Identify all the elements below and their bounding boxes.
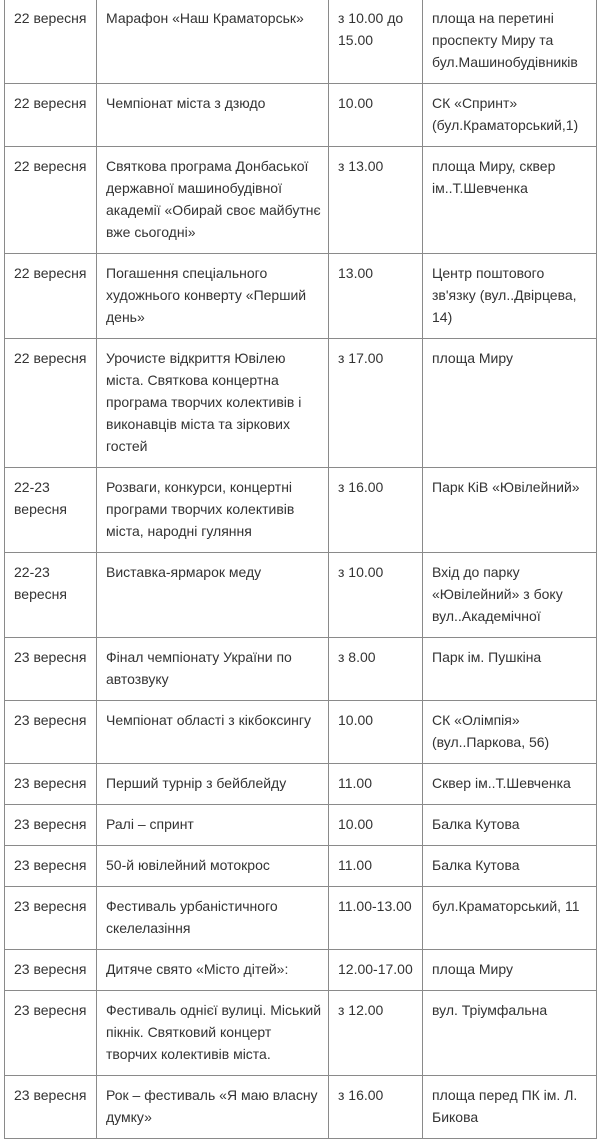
event-date: 23 вересня [5,991,97,1076]
event-place: Парк КіВ «Ювілейний» [423,468,597,553]
event-place: площа перед ПК ім. Л. Бикова [423,1076,597,1139]
event-time: з 16.00 [329,468,423,553]
event-place: СК «Олімпія» (вул..Паркова, 56) [423,701,597,764]
table-row [5,254,597,339]
event-title: Фестиваль однієї вулиці. Міський пікнік. Святковий концерт творчих колективів міста. [97,991,329,1076]
event-time: 10.00 [329,805,423,846]
event-date: 22-23 вересня [5,553,97,638]
event-date: 22 вересня [5,339,97,468]
event-title: Чемпіонат області з кікбоксингу [97,701,329,764]
event-place: Сквер ім..Т.Шевченка [423,764,597,805]
event-time: з 16.00 [329,1076,423,1139]
event-title: Рок – фестиваль «Я маю власну думку» [97,1076,329,1139]
event-title: Фінал чемпіонату України по автозвуку [97,638,329,701]
table-row [5,0,597,84]
table-row [5,701,597,764]
table-row [5,846,597,887]
event-time: 12.00-17.00 [329,950,423,991]
event-time: з 17.00 [329,339,423,468]
event-place: Парк ім. Пушкіна [423,638,597,701]
event-date: 23 вересня [5,846,97,887]
event-place: бул.Краматорський, 11 [423,887,597,950]
table-row [5,84,597,147]
event-title: Ралі – спринт [97,805,329,846]
event-title: Виставка-ярмарок меду [97,553,329,638]
event-time: з 13.00 [329,147,423,254]
event-title: Чемпіонат міста з дзюдо [97,84,329,147]
event-date: 22-23 вересня [5,468,97,553]
event-time: з 8.00 [329,638,423,701]
event-title: Марафон «Наш Краматорськ» [97,0,329,84]
event-title: Перший турнір з бейблейду [97,764,329,805]
events-table-body [5,0,597,1139]
event-date: 23 вересня [5,1076,97,1139]
event-time: 11.00 [329,764,423,805]
event-time: з 12.00 [329,991,423,1076]
event-time: 11.00-13.00 [329,887,423,950]
event-place: Центр поштового зв'язку (вул..Двірцева, 14) [423,254,597,339]
event-date: 22 вересня [5,0,97,84]
event-date: 22 вересня [5,84,97,147]
event-place: площа Миру [423,339,597,468]
table-row [5,553,597,638]
event-place: СК «Спринт» (бул.Краматорський,1) [423,84,597,147]
event-place: площа на перетині проспекту Миру та бул.Машинобудівників [423,0,597,84]
event-time: з 10.00 до 15.00 [329,0,423,84]
event-date: 22 вересня [5,254,97,339]
table-row [5,805,597,846]
event-place: площа Миру, сквер ім..Т.Шевченка [423,147,597,254]
event-place: Балка Кутова [423,846,597,887]
event-date: 23 вересня [5,638,97,701]
table-row [5,991,597,1076]
event-place: площа Миру [423,950,597,991]
event-date: 22 вересня [5,147,97,254]
event-time: 10.00 [329,84,423,147]
event-title: 50-й ювілейний мотокрос [97,846,329,887]
table-row [5,339,597,468]
events-schedule-table [4,0,597,1139]
event-date: 23 вересня [5,950,97,991]
event-title: Фестиваль урбаністичного скелелазіння [97,887,329,950]
event-title: Святкова програма Донбаської державної машинобудівної академії «Обирай своє майбутнє вже сьогодні» [97,147,329,254]
table-row [5,950,597,991]
event-time: з 10.00 [329,553,423,638]
event-date: 23 вересня [5,764,97,805]
table-row [5,764,597,805]
event-place: вул. Тріумфальна [423,991,597,1076]
event-time: 11.00 [329,846,423,887]
event-date: 23 вересня [5,701,97,764]
event-title: Дитяче свято «Місто дітей»: [97,950,329,991]
event-place: Балка Кутова [423,805,597,846]
event-date: 23 вересня [5,805,97,846]
event-title: Погашення спеціального художнього конверту «Перший день» [97,254,329,339]
table-row [5,468,597,553]
event-time: 10.00 [329,701,423,764]
event-place: Вхід до парку «Ювілейний» з боку вул..Академічної [423,553,597,638]
event-date: 23 вересня [5,887,97,950]
table-row [5,638,597,701]
table-row [5,1076,597,1139]
event-time: 13.00 [329,254,423,339]
event-title: Розваги, конкурси, концертні програми творчих колективів міста, народні гуляння [97,468,329,553]
event-title: Урочисте відкриття Ювілею міста. Святкова концертна програма творчих колективів і виконавців міста та зіркових гостей [97,339,329,468]
table-row [5,147,597,254]
table-row [5,887,597,950]
